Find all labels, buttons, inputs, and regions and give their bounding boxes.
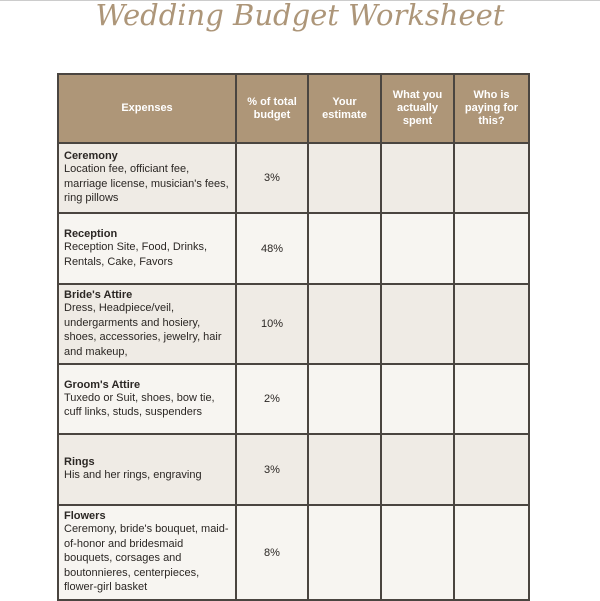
table-row (58, 213, 529, 284)
header-row (58, 74, 529, 143)
estimate-cell[interactable] (308, 284, 381, 364)
expense-name: Flowers (64, 510, 106, 523)
percent-cell: 2% (236, 364, 308, 434)
estimate-cell[interactable] (308, 434, 381, 505)
estimate-cell[interactable] (308, 213, 381, 284)
expense-cell (58, 143, 236, 213)
payer-cell[interactable] (454, 143, 529, 213)
payer-cell[interactable] (454, 284, 529, 364)
expense-cell (58, 505, 236, 600)
expense-name: Rings (64, 456, 95, 469)
expense-cell (58, 284, 236, 364)
table-row (58, 143, 529, 213)
percent-cell: 10% (236, 284, 308, 364)
percent-cell: 48% (236, 213, 308, 284)
expense-cell (58, 213, 236, 284)
expense-cell (58, 364, 236, 434)
payer-cell[interactable] (454, 434, 529, 505)
expense-description: His and her rings, engraving (64, 469, 202, 482)
spent-cell[interactable] (381, 213, 454, 284)
header-percent: % of total budget (236, 74, 308, 143)
expense-name: Groom's Attire (64, 378, 141, 391)
expense-description: Reception Site, Food, Drinks, Rentals, Cake, Favors (64, 241, 208, 268)
expense-description: Ceremony, bride's bouquet, maid-of-honor and bridesmaid bouquets, corsages and boutonnieres, centerpieces, flower-girl basket (64, 523, 229, 594)
payer-cell[interactable] (454, 364, 529, 434)
percent-cell: 8% (236, 505, 308, 600)
header-estimate: Your estimate (308, 74, 381, 143)
header-payer: Who is paying for this? (454, 74, 529, 143)
expense-cell (58, 434, 236, 505)
expense-description: Dress, Headpiece/veil, undergarments and hosiery, shoes, accessories, jewelry, hair and makeup, (64, 302, 222, 358)
payer-cell[interactable] (454, 505, 529, 600)
expense-description: Location fee, officiant fee, marriage license, musician's fees, ring pillows (64, 163, 229, 205)
percent-cell: 3% (236, 434, 308, 505)
payer-cell[interactable] (454, 213, 529, 284)
expense-name: Reception (64, 228, 118, 240)
percent-cell: 3% (236, 143, 308, 213)
spent-cell[interactable] (381, 505, 454, 600)
spent-cell[interactable] (381, 143, 454, 213)
expense-description: Tuxedo or Suit, shoes, bow tie, cuff links, studs, suspenders (64, 391, 215, 418)
table-row (58, 505, 529, 600)
spent-cell[interactable] (381, 434, 454, 505)
header-spent: What you actually spent (381, 74, 454, 143)
header-expenses: Expenses (58, 74, 236, 143)
estimate-cell[interactable] (308, 505, 381, 600)
table-row (58, 434, 529, 505)
spent-cell[interactable] (381, 284, 454, 364)
page-title: Wedding Budget Worksheet (95, 0, 505, 32)
expense-name: Ceremony (64, 150, 118, 163)
estimate-cell[interactable] (308, 364, 381, 434)
estimate-cell[interactable] (308, 143, 381, 213)
table-row (58, 364, 529, 434)
budget-table (57, 73, 530, 601)
expense-name: Bride's Attire (64, 289, 133, 301)
spent-cell[interactable] (381, 364, 454, 434)
table-row (58, 284, 529, 364)
